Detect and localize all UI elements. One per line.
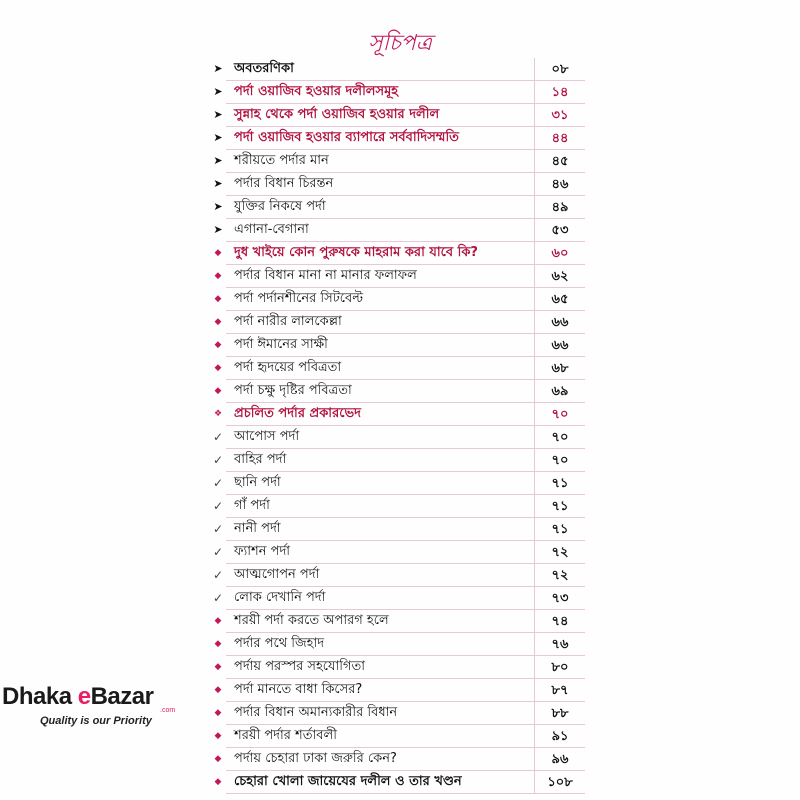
toc-bullet-icon: ✓ (212, 476, 224, 490)
toc-bullet-icon: ✓ (212, 453, 224, 467)
toc-entry-title: শরয়ী পর্দার শর্তাবলী (234, 728, 337, 743)
toc-item (200, 403, 585, 426)
toc-bullet-icon: ◆ (214, 754, 222, 764)
toc-entry-title: পর্দা ঈমানের সাক্ষী (234, 337, 328, 352)
toc-item (200, 265, 585, 288)
toc-item (200, 81, 585, 104)
toc-entry-title: পর্দায় পরস্পর সহযোগিতা (234, 659, 366, 674)
toc-page-number: ৬০ (551, 246, 569, 261)
toc-page-number: ৭৪ (551, 614, 569, 629)
toc-item (200, 702, 585, 725)
toc-item (200, 196, 585, 219)
toc-page-number: ১০৮ (547, 775, 573, 790)
toc-item (200, 334, 585, 357)
toc-item (200, 679, 585, 702)
toc-bullet-icon: ◆ (214, 731, 222, 741)
toc-page-number: ৬২ (551, 269, 569, 284)
toc-title: সূচিপত্র (368, 31, 432, 56)
toc-list (200, 58, 585, 798)
toc-bullet-icon: ➤ (213, 200, 223, 213)
toc-entry-title: পর্দা নারীর লালকেল্লা (234, 314, 342, 329)
toc-bullet-icon: ✓ (212, 545, 224, 559)
logo-name-part1: Dhaka (2, 683, 78, 710)
toc-entry-title: ফ্যাশন পর্দা (234, 544, 291, 559)
toc-page-number: ৯৬ (551, 752, 569, 767)
toc-page-number: ৭১ (551, 499, 569, 514)
toc-item (200, 610, 585, 633)
toc-entry-title: পর্দার বিধান চিরন্তন (234, 176, 334, 191)
toc-page-number: ৪৪ (551, 131, 569, 146)
toc-page-number: ৭৩ (551, 591, 569, 606)
toc-entry-title: ছানি পর্দা (234, 475, 281, 490)
toc-item (200, 541, 585, 564)
toc-item (200, 518, 585, 541)
toc-entry-title: এগানা-বেগানা (234, 222, 309, 237)
toc-bullet-icon: ◆ (214, 685, 222, 695)
toc-entry-title: প্রচলিত পর্দার প্রকারভেদ (234, 406, 361, 421)
toc-page-number: ৭২ (551, 545, 569, 560)
toc-bullet-icon: ✓ (212, 430, 224, 444)
toc-item (200, 564, 585, 587)
toc-page-number: ৮৭ (551, 683, 569, 698)
toc-bullet-icon: ✓ (212, 499, 224, 513)
toc-bullet-icon: ◆ (214, 248, 222, 258)
toc-entry-title: শরীয়তে পর্দার মান (234, 153, 329, 168)
toc-item (200, 219, 585, 242)
toc-entry-title: পর্দা ওয়াজিব হওয়ার ব্যাপারে সর্ববাদিসম্মতি (234, 130, 459, 145)
toc-page-number: ৬৫ (551, 292, 569, 307)
toc-page-number: ৬৬ (551, 315, 569, 330)
toc-page-number: ৯১ (551, 729, 569, 744)
toc-item (200, 587, 585, 610)
toc-page-number: ৭৬ (551, 637, 569, 652)
logo-name-part2: e (77, 683, 91, 710)
toc-item (200, 127, 585, 150)
toc-page-number: ০৮ (551, 62, 569, 77)
logo-wordmark (2, 683, 153, 711)
toc-item (200, 472, 585, 495)
toc-item (200, 426, 585, 449)
toc-entry-title: অবতরণিকা (234, 61, 294, 76)
toc-bullet-icon: ➤ (213, 62, 223, 75)
toc-entry-title: পর্দা ওয়াজিব হওয়ার দলীলসমূহ (234, 84, 399, 99)
toc-entry-title: আত্মগোপন পর্দা (234, 567, 320, 582)
toc-page-number: ৬৮ (551, 361, 569, 376)
toc-bullet-icon: ◆ (214, 271, 222, 281)
toc-item (200, 58, 585, 81)
toc-page-number: ৪৯ (551, 200, 569, 215)
toc-page-number: ৪৫ (551, 154, 569, 169)
toc-bullet-icon: ✓ (212, 591, 224, 605)
toc-entry-title: পর্দার বিধান অমান্যকারীর বিধান (234, 705, 398, 720)
toc-page-number: ৪৬ (551, 177, 569, 192)
toc-page-number: ৭০ (551, 453, 569, 468)
toc-item (200, 104, 585, 127)
toc-bullet-icon: ◆ (214, 662, 222, 672)
toc-bullet-icon: ◆ (214, 386, 222, 396)
toc-bullet-icon: ◆ (214, 363, 222, 373)
toc-entry-title: পর্দা চক্ষু দৃষ্টির পবিত্রতা (234, 383, 352, 398)
toc-page-number: ৫৩ (551, 223, 569, 238)
toc-row-divider (226, 793, 585, 794)
toc-item (200, 771, 585, 794)
toc-bullet-icon: ➤ (213, 85, 223, 98)
toc-entry-title: গাঁ পর্দা (234, 498, 270, 513)
toc-page-number: ৮০ (551, 660, 569, 675)
toc-bullet-icon: ➤ (213, 177, 223, 190)
toc-bullet-icon: ◆ (214, 294, 222, 304)
toc-page-number: ৭১ (551, 476, 569, 491)
toc-item (200, 357, 585, 380)
toc-entry-title: যুক্তির নিকষে পর্দা (234, 199, 326, 214)
toc-item (200, 311, 585, 334)
toc-page-number: ৬৬ (551, 338, 569, 353)
dhaka-ebazar-logo (0, 683, 190, 743)
toc-entry-title: পর্দার পথে জিহাদ (234, 636, 325, 651)
toc-bullet-icon: ◆ (214, 340, 222, 350)
toc-entry-title: সুন্নাহ থেকে পর্দা ওয়াজিব হওয়ার দলীল (234, 107, 440, 122)
toc-page-number: ৬৯ (551, 384, 569, 399)
toc-page-number: ১৪ (551, 85, 569, 100)
toc-entry-title: পর্দা হৃদয়ের পবিত্রতা (234, 360, 342, 375)
toc-entry-title: বাহির পর্দা (234, 452, 287, 467)
toc-item (200, 495, 585, 518)
toc-bullet-icon: ➤ (213, 223, 223, 236)
toc-entry-title: পর্দায় চেহারা ঢাকা জরুরি কেন? (234, 751, 397, 766)
toc-page-number: ৭০ (551, 407, 569, 422)
toc-page-number: ৭২ (551, 568, 569, 583)
toc-entry-title: আপোস পর্দা (234, 429, 300, 444)
toc-bullet-icon: ❖ (213, 409, 223, 419)
toc-bullet-icon: ◆ (214, 708, 222, 718)
logo-name-part3: Bazar (90, 683, 154, 710)
toc-page-number: ৮৮ (551, 706, 569, 721)
toc-bullet-icon: ◆ (214, 317, 222, 327)
toc-bullet-icon: ✓ (212, 568, 224, 582)
toc-entry-title: চেহারা খোলা জায়েযের দলীল ও তার খণ্ডন (234, 774, 462, 789)
toc-item (200, 173, 585, 196)
toc-entry-title: নানী পর্দা (234, 521, 281, 536)
toc-bullet-icon: ➤ (213, 108, 223, 121)
toc-bullet-icon: ➤ (213, 131, 223, 144)
toc-item (200, 150, 585, 173)
toc-item (200, 656, 585, 679)
toc-entry-title: শরয়ী পর্দা করতে অপারগ হলে (234, 613, 389, 628)
toc-entry-title: লোক দেখানি পর্দা (234, 590, 326, 605)
toc-item (200, 380, 585, 403)
toc-page-number: ৩১ (551, 108, 569, 123)
toc-bullet-icon: ◆ (214, 616, 222, 626)
toc-bullet-icon: ◆ (214, 639, 222, 649)
logo-tagline: Quality is our Priority (40, 715, 152, 727)
toc-item (200, 633, 585, 656)
toc-entry-title: পর্দার বিধান মানা না মানার ফলাফল (234, 268, 417, 283)
toc-item (200, 288, 585, 311)
toc-item (200, 725, 585, 748)
toc-entry-title: পর্দা পর্দানশীনের সিটবেল্ট (234, 291, 364, 306)
toc-item (200, 449, 585, 472)
toc-page-number: ৭১ (551, 522, 569, 537)
toc-entry-title: পর্দা মানতে বাধা কিসের? (234, 682, 363, 697)
toc-bullet-icon: ◆ (214, 777, 222, 787)
toc-entry-title: দুধ খাইয়ে কোন পুরুষকে মাহরাম করা যাবে কি? (234, 245, 478, 260)
toc-item (200, 242, 585, 265)
toc-item (200, 748, 585, 771)
toc-bullet-icon: ➤ (213, 154, 223, 167)
toc-bullet-icon: ✓ (212, 522, 224, 536)
logo-domain: .com (160, 707, 176, 714)
toc-page-number: ৭০ (551, 430, 569, 445)
